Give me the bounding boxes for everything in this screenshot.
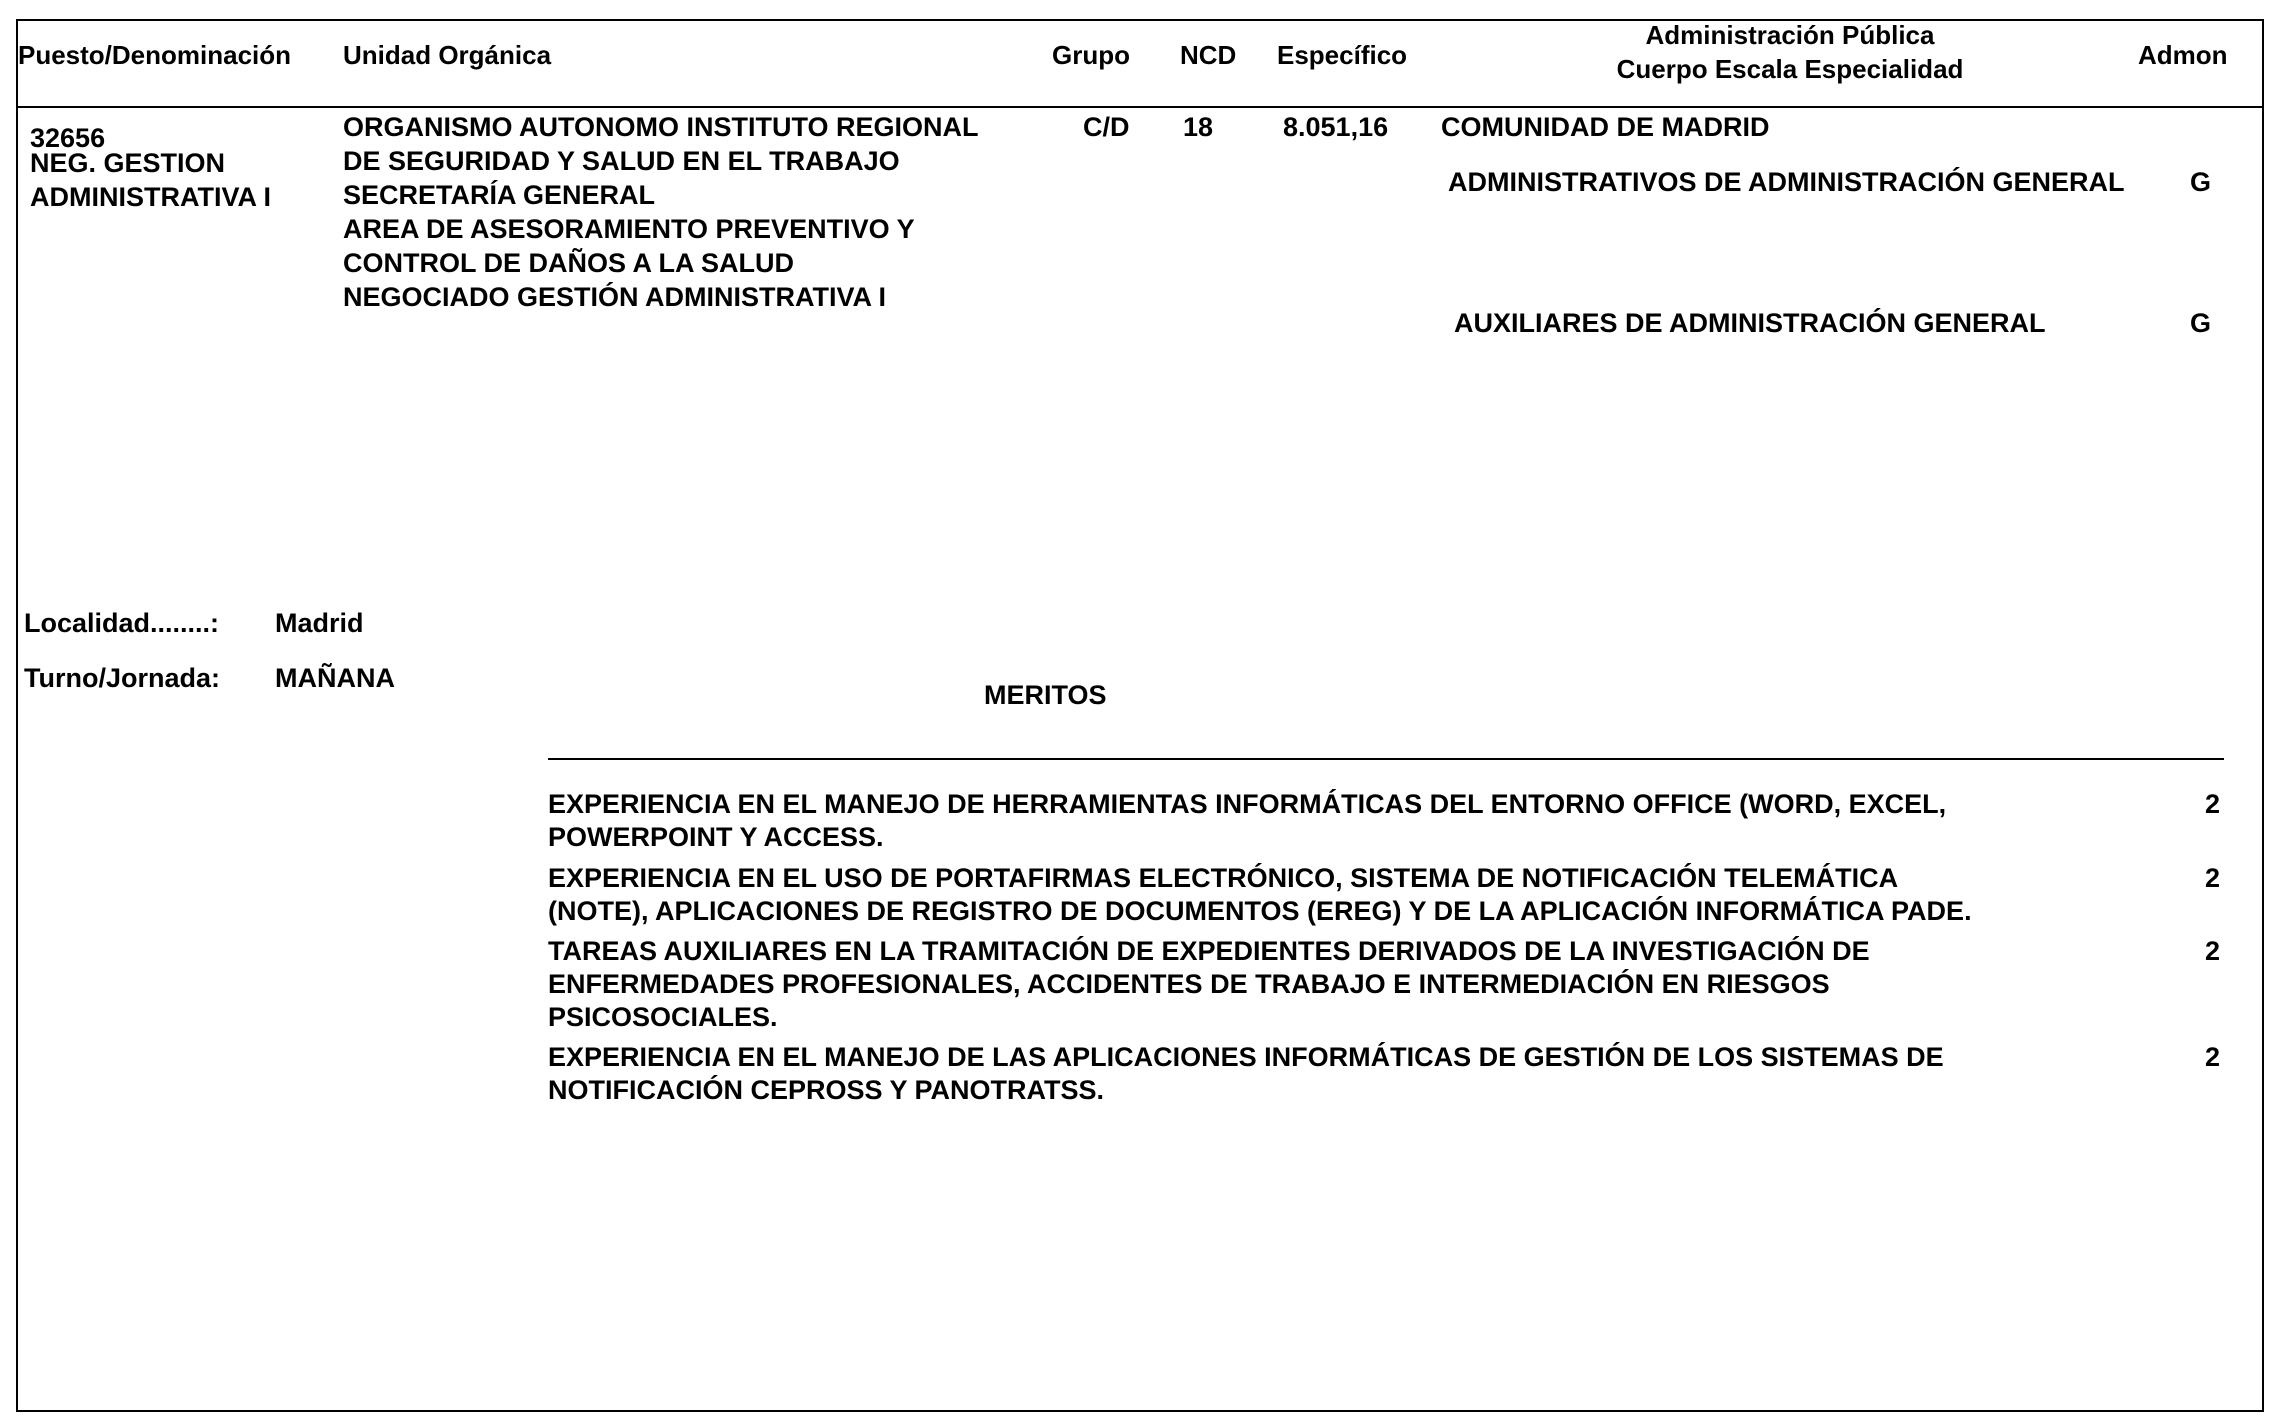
- meritos-divider: [548, 758, 2224, 760]
- header-ncd: NCD: [1180, 40, 1237, 70]
- header-admon: Admon: [2138, 40, 2228, 70]
- header-cuerpo-escala: Cuerpo Escala Especialidad: [1616, 54, 1964, 84]
- localidad-label: Localidad........:: [24, 608, 220, 638]
- puesto-name: NEG. GESTION ADMINISTRATIVA I: [30, 148, 271, 212]
- header-especifico: Específico: [1277, 40, 1408, 70]
- turno-label: Turno/Jornada:: [24, 663, 221, 693]
- ncd-value: 18: [1183, 112, 1214, 142]
- meritos-title: MERITOS: [984, 680, 1107, 710]
- header-grupo: Grupo: [1052, 40, 1130, 70]
- cuerpo-admon: G: [2190, 308, 2212, 338]
- merito-points: 2: [2204, 936, 2220, 966]
- merito-text: EXPERIENCIA EN EL USO DE PORTAFIRMAS ELECTRÓNICO, SISTEMA DE NOTIFICACIÓN TELEMÁTICA (NOTE), APLICACIONES DE REGISTRO DE DOCUMENTOS (EREG) Y DE LA APLICACIÓN INFORMÁTICA PADE.: [548, 863, 1972, 926]
- administracion-value: COMUNIDAD DE MADRID: [1441, 112, 1770, 142]
- header-puesto: Puesto/Denominación: [18, 40, 292, 70]
- header-administracion: Administración Pública: [1645, 20, 1935, 50]
- header-unidad: Unidad Orgánica: [343, 40, 552, 70]
- unidad-organica: ORGANISMO AUTONOMO INSTITUTO REGIONAL DE SEGURIDAD Y SALUD EN EL TRABAJO SECRETARÍA GENERAL AREA DE ASESORAMIENTO PREVENTIVO Y CONTROL DE DAÑOS A LA SALUD NEGOCIADO GESTIÓN ADMINISTRATIVA I: [343, 112, 979, 312]
- merito-points: 2: [2204, 789, 2220, 819]
- merito-text: EXPERIENCIA EN EL MANEJO DE HERRAMIENTAS INFORMÁTICAS DEL ENTORNO OFFICE (WORD, EXCEL, POWERPOINT Y ACCESS.: [548, 789, 1947, 852]
- localidad-value: Madrid: [275, 608, 364, 638]
- merito-points: 2: [2204, 1042, 2220, 1072]
- especifico-value: 8.051,16: [1283, 112, 1389, 142]
- puesto-code: 32656: [30, 123, 106, 153]
- grupo-value: C/D: [1083, 112, 1130, 142]
- cuerpo-admon: G: [2190, 167, 2212, 197]
- header-divider: [16, 106, 2264, 108]
- cuerpo-item: AUXILIARES DE ADMINISTRACIÓN GENERAL: [1454, 308, 2046, 338]
- merito-text: TAREAS AUXILIARES EN LA TRAMITACIÓN DE EXPEDIENTES DERIVADOS DE LA INVESTIGACIÓN DE ENFERMEDADES PROFESIONALES, ACCIDENTES DE TRABAJO E INTERMEDIACIÓN EN RIESGOS PSICOSOCIALES.: [548, 936, 1870, 1032]
- merito-text: EXPERIENCIA EN EL MANEJO DE LAS APLICACIONES INFORMÁTICAS DE GESTIÓN DE LOS SISTEMAS DE NOTIFICACIÓN CEPROSS Y PANOTRATSS.: [548, 1042, 1944, 1105]
- turno-value: MAÑANA: [275, 663, 395, 693]
- merito-points: 2: [2204, 863, 2220, 893]
- cuerpo-item: ADMINISTRATIVOS DE ADMINISTRACIÓN GENERAL: [1448, 167, 2125, 197]
